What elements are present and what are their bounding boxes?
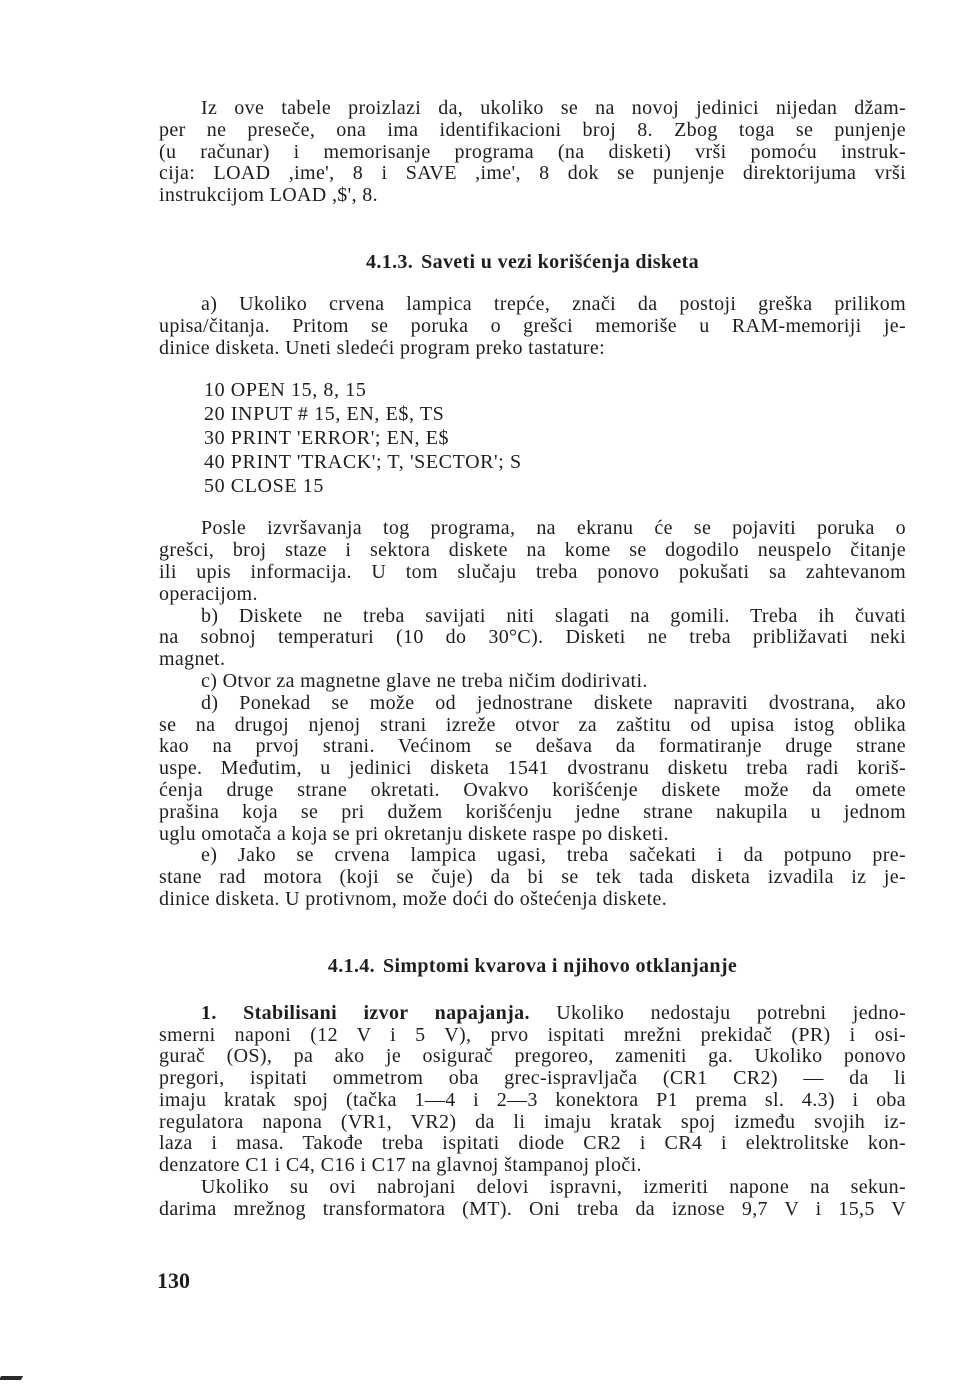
text-line: ili upis informacija. U tom slučaju treba ponovo pokušati sa zahtevanom bbox=[159, 560, 906, 583]
text-line: kao na prvoj strani. Većinom se dešava da formatiranje druge strane bbox=[159, 735, 906, 758]
text-line: cija: LOAD ,ime', 8 i SAVE ,ime', 8 dok se punjenje direktorijuma vrši bbox=[159, 162, 906, 185]
text-line: b) Diskete ne treba savijati niti slagati na gomili. Treba ih čuvati bbox=[201, 604, 906, 627]
section-number: 4.1.3. bbox=[366, 250, 414, 273]
text-line: magnet. bbox=[159, 648, 226, 671]
last-paragraph bbox=[159, 1177, 906, 1221]
paragraph-c bbox=[159, 671, 906, 693]
scan-mark bbox=[0, 1376, 23, 1380]
text-line: gurač (OS), pa ako je osigurač pregoreo, zameniti ga. Ukoliko ponovo bbox=[159, 1045, 906, 1068]
text-line: stane rad motora (koji se čuje) da bi se tek tada disketa izvadila iz je- bbox=[159, 866, 906, 889]
text-line: operacijom. bbox=[159, 582, 258, 605]
page-number: 130 bbox=[157, 1268, 190, 1293]
after-program-paragraph bbox=[159, 518, 906, 605]
text-line: instrukcijom LOAD ,$', 8. bbox=[159, 184, 379, 207]
text-line: na sobnoj temperaturi (10 do 30°C). Disketi ne treba približavati neki bbox=[159, 626, 906, 649]
text-line: c) Otvor za magnetne glave ne treba ničim dodirivati. bbox=[201, 669, 648, 692]
text-line: Iz ove tabele proizlazi da, ukoliko se na novoj jedinici nijedan džam- bbox=[201, 97, 906, 119]
paragraph-e bbox=[159, 845, 906, 910]
paragraph-b bbox=[159, 606, 906, 671]
text-line: grešci, broj staze i sektora diskete na kome se dogodilo neuspelo čitanje bbox=[159, 539, 906, 562]
text-line: laza i masa. Takođe treba ispitati diode CR2 i CR4 i elektrolitske kon- bbox=[159, 1132, 906, 1155]
item-1-paragraph bbox=[159, 1003, 906, 1177]
text-line: a) Ukoliko crvena lampica trepće, znači da postoji greška prilikom bbox=[201, 292, 906, 315]
program-line: 20 INPUT # 15, EN, E$, TS bbox=[204, 403, 445, 426]
text-line: uglu omotača a koja se pri okretanju diskete raspe po disketi. bbox=[159, 822, 669, 845]
intro-paragraph bbox=[159, 98, 906, 207]
text-line: e) Jako se crvena lampica ugasi, treba sačekati i da potpuno pre- bbox=[201, 844, 906, 867]
text-line: pregori, ispitati ommetrom oba grec-ispravljača (CR1 CR2) — da li bbox=[159, 1067, 906, 1090]
text-line: per ne preseče, ona ima identifikacioni broj 8. Zbog toga se punjenje bbox=[159, 118, 906, 141]
text-line bbox=[159, 1003, 906, 1025]
text-line: uspe. Međutim, u jedinici disketa 1541 dvostranu disketu treba radi koriš- bbox=[159, 757, 906, 780]
text-line: denzatore C1 i C4, C16 i C17 na glavnoj štampanoj ploči. bbox=[159, 1154, 642, 1177]
page-body bbox=[159, 98, 906, 1221]
text-line: Posle izvršavanja tog programa, na ekranu će se pojaviti poruka o bbox=[201, 517, 906, 540]
text-line: regulatora napona (VR1, VR2) da li imaju kratak spoj između svojih iz- bbox=[159, 1110, 906, 1133]
text-line: imaju kratak spoj (tačka 1—4 i 2—3 konektora P1 prema sl. 4.3) i oba bbox=[159, 1088, 906, 1111]
text-line: dinice disketa. Uneti sledeći program preko tastature: bbox=[159, 336, 605, 359]
section-title: Simptomi kvarova i njihovo otklanjanje bbox=[383, 954, 738, 977]
item-lead: 1. Stabilisani izvor napajanja. bbox=[201, 1001, 530, 1024]
text-line: d) Ponekad se može od jednostrane diskete napraviti dvostrana, ako bbox=[201, 691, 906, 714]
text-line: se na drugoj njenoj strani izreže otvor za zaštitu od upisa istog oblika bbox=[159, 713, 906, 736]
paragraph-d bbox=[159, 693, 906, 846]
program-listing bbox=[159, 379, 906, 498]
program-line: 40 PRINT 'TRACK'; T, 'SECTOR'; S bbox=[204, 450, 522, 473]
text-line: darima mrežnog transformatora (MT). Oni treba da iznose 9,7 V i 15,5 V bbox=[159, 1197, 906, 1220]
paragraph-a bbox=[159, 294, 906, 359]
section-heading-4-1-4 bbox=[159, 954, 906, 978]
text-line: upisa/čitanja. Pritom se poruka o grešci memoriše u RAM-memoriji je- bbox=[159, 314, 906, 337]
program-line: 30 PRINT 'ERROR'; EN, E$ bbox=[204, 426, 450, 449]
text-line: prašina koja se pri dužem korišćenju jedne strane nakupila u jednom bbox=[159, 800, 906, 823]
program-line: 10 OPEN 15, 8, 15 bbox=[204, 379, 367, 402]
text-line: smerni naponi (12 V i 5 V), prvo ispitati mrežni prekidač (PR) i osi- bbox=[159, 1023, 906, 1046]
section-number: 4.1.4. bbox=[327, 954, 375, 977]
item-text: Ukoliko nedostaju potrebni jedno- bbox=[529, 1001, 906, 1024]
text-line: dinice disketa. U protivnom, može doći do oštećenja diskete. bbox=[159, 887, 668, 910]
text-line: Ukoliko su ovi nabrojani delovi ispravni, izmeriti napone na sekun- bbox=[201, 1176, 906, 1199]
text-line: ćenja druge strane okretati. Ovakvo korišćenje diskete može da omete bbox=[159, 778, 906, 801]
section-title: Saveti u vezi korišćenja disketa bbox=[421, 250, 699, 273]
program-line: 50 CLOSE 15 bbox=[204, 474, 324, 497]
section-heading-4-1-3 bbox=[159, 250, 906, 274]
text-line: (u računar) i memorisanje programa (na disketi) vrši pomoću instruk- bbox=[159, 140, 906, 163]
